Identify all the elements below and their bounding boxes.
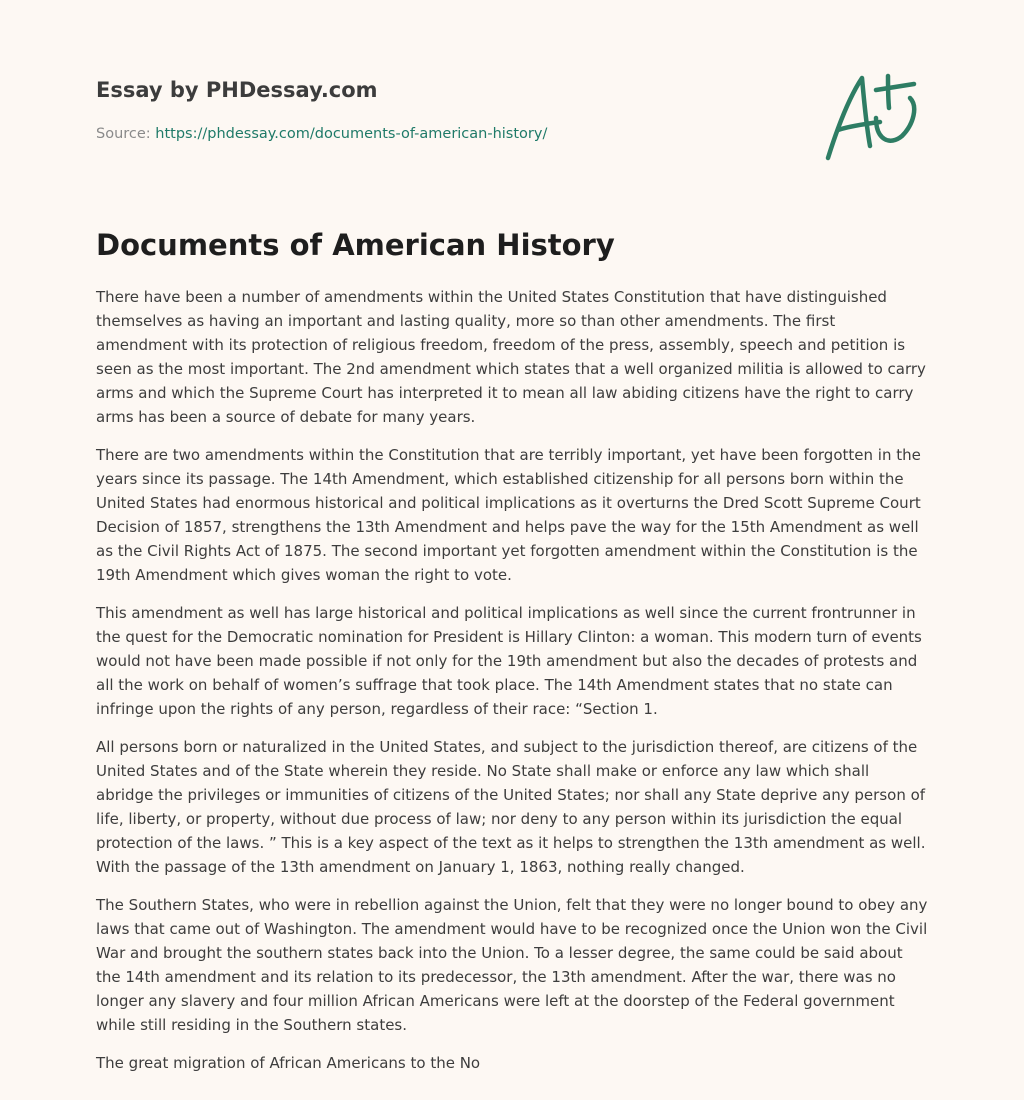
source-label: Source: <box>96 126 151 142</box>
essay-body <box>96 285 930 1089</box>
logo-svg <box>818 66 930 170</box>
page-header <box>96 76 796 144</box>
paragraph: All persons born or naturalized in the United States, and subject to the jurisdiction thereof, are citizens of the United States and of the State wherein they reside. No State shall make or enforce any law which shall abridge the privileges or immunities of citizens of the United States; nor shall any State deprive any person of life, liberty, or property, without due process of law; nor deny to any person within its jurisdiction the equal protection of the laws. ” This is a key aspect of the text as it helps to strengthen the 13th amendment as well. With the passage of the 13th amendment on January 1, 1863, nothing really changed. <box>96 738 926 876</box>
paragraph: This amendment as well has large historical and political implications as well since the current frontrunner in the quest for the Democratic nomination for President is Hillary Clinton: a woman. This modern turn of events would not have been made possible if not only for the 19th amendment but also the decades of protests and all the work on behalf of women’s suffrage that took place. The 14th Amendment states that no state can infringe upon the rights of any person, regardless of their race: “Section 1. <box>96 604 922 718</box>
paragraph: The great migration of African Americans to the No <box>96 1054 481 1072</box>
essay-title: Documents of American History <box>96 228 615 262</box>
site-brand: Essay by PHDessay.com <box>96 78 378 102</box>
paragraph: There are two amendments within the Constitution that are terribly important, yet have been forgotten in the years since its passage. The 14th Amendment, which established citizenship for all persons born within the United States had enormous historical and political implications as it overturns the Dred Scott Supreme Court Decision of 1857, strengthens the 13th Amendment and helps pave the way for the 15th Amendment as well as the Civil Rights Act of 1875. The second important yet forgotten amendment within the Constitution is the 19th Amendment which gives woman the right to vote. <box>96 446 921 584</box>
source-line <box>96 124 796 144</box>
source-link[interactable]: https://phdessay.com/documents-of-american-history/ <box>155 126 548 142</box>
paragraph: There have been a number of amendments within the United States Constitution that have distinguished themselves as having an important and lasting quality, more so than other amendments. The first amendment with its protection of religious freedom, freedom of the press, assembly, speech and petition is seen as the most important. The 2nd amendment which states that a well organized militia is allowed to carry arms and which the Supreme Court has interpreted it to mean all law abiding citizens have the right to carry arms has been a source of debate for many years. <box>96 288 926 426</box>
a-plus-grade-icon <box>818 66 930 170</box>
paragraph: The Southern States, who were in rebellion against the Union, felt that they were no longer bound to obey any laws that came out of Washington. The amendment would have to be recognized once the Union won the Civil War and brought the southern states back into the Union. To a lesser degree, the same could be said about the 14th amendment and its relation to its predecessor, the 13th amendment. After the war, there was no longer any slavery and four million African Americans were left at the doorstep of the Federal government while still residing in the Southern states. <box>96 896 928 1034</box>
